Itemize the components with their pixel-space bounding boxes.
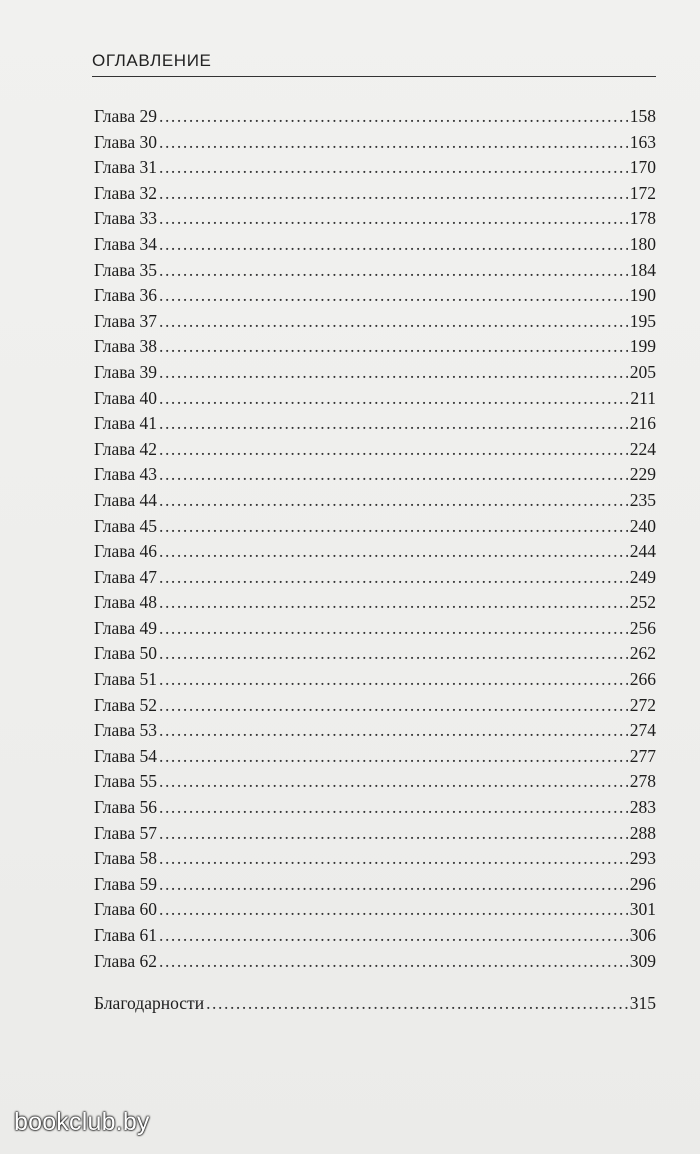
toc-entry-label: Благодарности [94,993,205,1014]
toc-entry [94,718,656,744]
toc-entry-label: Глава 55 [94,771,157,792]
toc-entry-page: 283 [629,797,656,818]
toc-entry [94,258,656,284]
header-divider [92,76,656,77]
dot-leader [159,130,628,156]
dot-leader [159,590,628,616]
dot-leader [159,923,628,949]
toc-entry-page: 293 [629,848,656,869]
dot-leader [159,565,628,591]
toc-entry-label: Глава 33 [94,208,157,229]
toc-entry-page: 180 [629,233,656,254]
toc-entry-label: Глава 37 [94,310,157,331]
toc-entry [94,846,656,872]
toc-entry-page: 195 [629,310,656,331]
toc-entry [94,872,656,898]
toc-entry-page: 301 [629,899,656,920]
toc-entry-page: 235 [629,489,656,510]
toc-entry-label: Глава 44 [94,489,157,510]
toc-entry-label: Глава 40 [94,387,157,408]
dot-leader [159,386,628,412]
toc-entry [94,795,656,821]
dot-leader [159,872,628,898]
toc-entry-label: Глава 38 [94,336,157,357]
dot-leader [159,437,628,463]
dot-leader [159,206,628,232]
toc-entry-page: 288 [629,822,656,843]
toc-entry-page: 277 [629,745,656,766]
toc-entry-label: Глава 47 [94,566,157,587]
toc-entry-label: Глава 39 [94,361,157,382]
toc-entry [94,360,656,386]
toc-entry-label: Глава 61 [94,925,157,945]
toc-entry-label: Глава 46 [94,541,157,562]
dot-leader [159,232,628,258]
toc-entry [94,437,656,463]
toc-entry [94,821,656,847]
toc-entry [94,923,656,949]
toc-entry-page: 309 [629,950,656,971]
toc-entry-page: 315 [629,993,656,1014]
dot-leader [159,104,628,130]
toc-entry-page: 158 [629,106,656,126]
dot-leader [159,949,628,975]
toc-entry-page: 266 [629,669,656,690]
toc-entry-page: 252 [629,592,656,613]
dot-leader [159,155,628,181]
toc-entry [94,181,656,207]
toc-entry-page: 278 [629,771,656,792]
toc-entry [94,155,656,181]
toc-entry-label: Глава 62 [94,950,157,971]
toc-entry [94,488,656,514]
dot-leader [159,360,628,386]
dot-leader [159,283,628,309]
dot-leader [159,821,628,847]
dot-leader [159,258,628,284]
toc-entry [94,514,656,540]
toc-entry [94,590,656,616]
toc-entry-page: 205 [629,361,656,382]
toc-entry-page: 211 [630,387,656,408]
dot-leader [159,181,628,207]
toc-entry-label: Глава 57 [94,822,157,843]
toc-entry-label: Глава 41 [94,413,157,434]
toc-entry [94,693,656,719]
toc-entry [94,667,656,693]
toc-entry [94,130,656,156]
dot-leader [159,718,628,744]
toc-entry-label: Глава 52 [94,694,157,715]
toc-entry-page: 272 [629,694,656,715]
dot-leader [159,616,628,642]
toc-entry-label: Глава 35 [94,259,157,280]
dot-leader [159,795,628,821]
toc-entry-label: Глава 53 [94,720,157,741]
toc-entry-label: Глава 32 [94,182,157,203]
dot-leader [159,641,628,667]
toc-entry [94,641,656,667]
toc-entry [94,334,656,360]
toc-entry [94,206,656,232]
toc-entry [94,411,656,437]
dot-leader [159,488,628,514]
toc-entries [94,104,656,974]
toc-entry-page: 190 [629,285,656,306]
toc-entry-label: Глава 58 [94,848,157,869]
toc-entry-label: Глава 59 [94,873,157,894]
toc-entry-page: 256 [629,617,656,638]
toc-entry [94,769,656,795]
toc-entry [94,386,656,412]
toc-entry-page: 224 [629,438,656,459]
toc-entry-page: 244 [629,541,656,562]
toc-entry-page: 240 [629,515,656,536]
toc-entry [94,283,656,309]
dot-leader [159,667,628,693]
toc-entry-page: 262 [629,643,656,664]
toc-entry [94,897,656,923]
dot-leader [159,846,628,872]
toc-entry-label: Глава 42 [94,438,157,459]
toc-entry-page: 172 [629,182,656,203]
toc-entry-label: Глава 45 [94,515,157,536]
toc-entry-label: Глава 51 [94,669,157,690]
toc-entry [94,309,656,335]
toc-entry [94,104,656,130]
toc-entry-label: Глава 30 [94,131,157,152]
toc-entry-label: Глава 36 [94,285,157,306]
toc-entry-page: 170 [629,157,656,178]
toc-entry-acknowledgements [94,991,656,1017]
dot-leader [159,514,628,540]
toc-entry-label: Глава 29 [94,106,157,126]
toc-entry [94,565,656,591]
dot-leader [159,334,628,360]
toc-entry-label: Глава 50 [94,643,157,664]
table-of-contents [94,104,656,1017]
dot-leader [159,309,628,335]
toc-entry-label: Глава 49 [94,617,157,638]
toc-entry-page: 184 [629,259,656,280]
toc-entry-label: Глава 48 [94,592,157,613]
toc-entry-label: Глава 54 [94,745,157,766]
toc-entry [94,949,656,975]
toc-entry [94,744,656,770]
toc-entry-page: 229 [629,464,656,485]
dot-leader [159,693,628,719]
dot-leader [159,744,628,770]
toc-entry-label: Глава 31 [94,157,157,178]
running-header [92,50,656,77]
toc-entry-label: Глава 43 [94,464,157,485]
toc-entry-label: Глава 34 [94,233,157,254]
watermark-logo: bookclub.by [14,1108,150,1136]
toc-entry-page: 306 [629,925,656,945]
dot-leader [159,539,628,565]
toc-entry-page: 296 [629,873,656,894]
toc-entry-page: 178 [629,208,656,229]
toc-entry [94,616,656,642]
dot-leader [159,769,628,795]
dot-leader [206,991,628,1017]
toc-entry [94,232,656,258]
toc-entry-page: 216 [629,413,656,434]
dot-leader [159,411,628,437]
toc-entry-page: 163 [629,131,656,152]
toc-entry [94,539,656,565]
toc-entry-page: 274 [629,720,656,741]
dot-leader [159,897,628,923]
toc-entry-label: Глава 60 [94,899,157,920]
page-title: ОГЛАВЛЕНИЕ [92,51,212,70]
toc-entry-page: 199 [629,336,656,357]
dot-leader [159,462,628,488]
toc-entry [94,462,656,488]
toc-entry-label: Глава 56 [94,797,157,818]
toc-entry-page: 249 [629,566,656,587]
